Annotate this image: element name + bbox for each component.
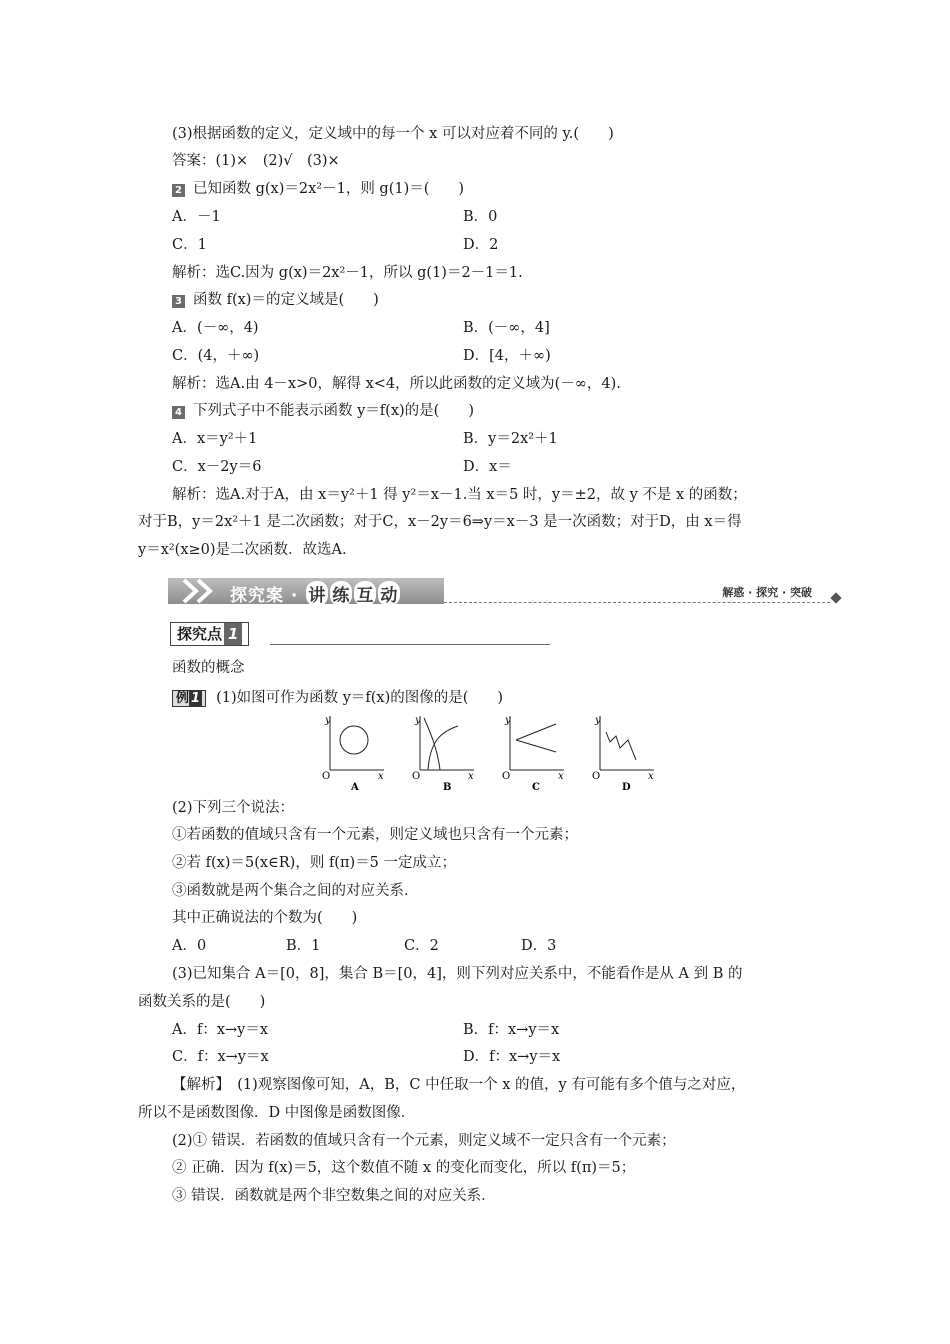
y-label: y xyxy=(595,715,601,726)
option-b: B．f：x→y＝x xyxy=(463,1022,560,1038)
question-number-badge: 3 xyxy=(172,295,185,308)
banner-char: 讲 xyxy=(306,581,328,606)
banner-title xyxy=(230,581,401,606)
origin-label: O xyxy=(322,771,331,782)
graph-a-label: A xyxy=(351,782,359,793)
option-c: C．x－2y＝6 xyxy=(172,459,262,475)
x-label: x xyxy=(558,771,564,782)
answer-line: 答案：(1)× (2)√ (3)× xyxy=(172,153,340,169)
origin-label: O xyxy=(502,771,511,782)
banner-char: 互 xyxy=(354,581,376,606)
y-label: y xyxy=(325,715,331,726)
option-a: A．0 xyxy=(172,938,207,954)
option-b: B．1 xyxy=(286,938,321,954)
example-label xyxy=(172,690,206,707)
option-a: A．－1 xyxy=(172,209,221,225)
explore-point-header xyxy=(170,622,550,646)
x-label: x xyxy=(648,771,654,782)
banner-dot: · xyxy=(290,586,299,606)
question-2 xyxy=(172,179,464,199)
statement-2: ②若 f(x)＝5(x∈R)，则 f(π)＝5 一定成立； xyxy=(172,855,456,871)
option-a: A．f：x→y＝x xyxy=(172,1022,269,1038)
question-3 xyxy=(172,290,379,310)
example-1-q3-line2: 函数关系的是( ) xyxy=(138,994,266,1010)
count-question: 其中正确说法的个数为( ) xyxy=(172,910,358,926)
banner-dashed-line xyxy=(444,602,830,603)
graph-d-label: D xyxy=(622,782,631,793)
option-d: D．[4，＋∞) xyxy=(463,348,551,364)
explore-point-text: 探究点 xyxy=(177,625,223,643)
option-d: D．f：x→y＝x xyxy=(463,1049,561,1065)
q3-statement: (3)根据函数的定义，定义域中的每一个 x 可以对应着不同的 y.( ) xyxy=(172,126,614,142)
option-a: A．(－∞，4) xyxy=(172,320,259,336)
question-4 xyxy=(172,401,474,421)
origin-label: O xyxy=(592,771,601,782)
option-c: C．f：x→y＝x xyxy=(172,1049,269,1065)
question-stem: 已知函数 g(x)＝2x²－1，则 g(1)＝( ) xyxy=(193,181,465,197)
analysis-line3: (2)① 错误．若函数的值域只含有一个元素，则定义域不一定只含有一个元素； xyxy=(172,1133,676,1149)
polyline-curve xyxy=(606,732,636,760)
option-a: A．x＝y²＋1 xyxy=(172,431,258,447)
option-c: C．1 xyxy=(172,237,207,253)
arc-curve xyxy=(428,726,458,770)
y-label: y xyxy=(505,715,511,726)
question-number-badge: 2 xyxy=(172,184,185,197)
option-b: B．y＝2x²＋1 xyxy=(463,431,558,447)
y-label: y xyxy=(415,715,421,726)
option-d: D．3 xyxy=(521,938,557,954)
analysis-line5: ③ 错误．函数就是两个非空数集之间的对应关系． xyxy=(172,1188,496,1204)
option-c: C．(4，＋∞) xyxy=(172,348,260,364)
example-q1-text: (1)如图可作为函数 y＝f(x)的图像的是( ) xyxy=(216,690,504,706)
solution-4-line2: 对于B，y＝2x²＋1 是二次函数；对于C，x－2y＝6⇒y＝x－3 是一次函数；对于D，由 x＝得 xyxy=(138,514,742,530)
graph-b-label: B xyxy=(443,782,452,793)
analysis-line1: 【解析】 (1)观察图像可知，A，B，C 中任取一个 x 的值，y 有可能有多个值与之对应， xyxy=(172,1077,746,1093)
banner-title-main: 探究案 xyxy=(230,586,284,606)
explore-point-rule xyxy=(270,644,550,645)
ray-line xyxy=(516,724,556,740)
solution-4-line3: y＝x²(x≥0)是二次函数．故选A. xyxy=(138,542,347,558)
ray-line xyxy=(516,740,556,752)
option-d: D．2 xyxy=(463,237,499,253)
explore-point-number: 1 xyxy=(224,623,242,645)
graph-c-label: C xyxy=(532,782,540,793)
option-d: D．x＝ xyxy=(463,459,512,475)
analysis-line2: 所以不是函数图像．D 中图像是函数图像． xyxy=(138,1105,416,1121)
banner-subtitle: 解惑 · 探究 · 突破 xyxy=(722,586,812,599)
graph-a xyxy=(322,715,384,793)
option-b: B．0 xyxy=(463,209,498,225)
arc-curve xyxy=(424,718,440,770)
option-b: B．(－∞，4] xyxy=(463,320,550,336)
explore-point-label xyxy=(170,622,249,646)
question-stem: 下列式子中不能表示函数 y＝f(x)的是( ) xyxy=(193,403,474,419)
example-1-q3-line1: (3)已知集合 A＝[0，8]，集合 B＝[0，4]，则下列对应关系中，不能看作是从 A 到 B 的 xyxy=(172,966,743,982)
example-number: 1 xyxy=(191,691,201,706)
question-number-badge: 4 xyxy=(172,406,185,419)
graph-d xyxy=(592,715,654,793)
example-1-q1 xyxy=(172,688,503,708)
example-label-text: 例 xyxy=(176,691,190,706)
banner-bar xyxy=(168,578,444,604)
function-graphs xyxy=(320,712,660,794)
solution-3: 解析：选A.由 4－x>0，解得 x<4，所以此函数的定义域为(－∞，4). xyxy=(172,376,621,392)
section-banner xyxy=(168,576,840,606)
statement-1: ①若函数的值域只含有一个元素，则定义域也只含有一个元素； xyxy=(172,827,578,843)
diamond-icon xyxy=(830,592,841,603)
solution-4-line1: 解析：选A.对于A，由 x＝y²＋1 得 y²＝x－1.当 x＝5 时，y＝±2，故 y 不是 x 的函数； xyxy=(172,487,747,503)
question-stem: 函数 f(x)＝的定义域是( ) xyxy=(193,292,379,308)
double-chevron-icon xyxy=(176,578,236,604)
solution-2: 解析：选C.因为 g(x)＝2x²－1，所以 g(1)＝2－1＝1. xyxy=(172,265,523,281)
circle-curve xyxy=(340,726,368,754)
graph-c xyxy=(502,715,564,793)
x-label: x xyxy=(378,771,384,782)
origin-label: O xyxy=(412,771,421,782)
analysis-line4: ② 正确．因为 f(x)＝5，这个数值不随 x 的变化而变化，所以 f(π)＝5； xyxy=(172,1160,636,1176)
graph-b xyxy=(412,715,474,793)
option-c: C．2 xyxy=(404,938,439,954)
banner-char: 动 xyxy=(378,581,400,606)
x-label: x xyxy=(468,771,474,782)
topic-title: 函数的概念 xyxy=(172,660,245,676)
statement-3: ③函数就是两个集合之间的对应关系． xyxy=(172,883,419,899)
banner-char: 练 xyxy=(330,581,352,606)
example-1-q2: (2)下列三个说法： xyxy=(172,800,295,816)
